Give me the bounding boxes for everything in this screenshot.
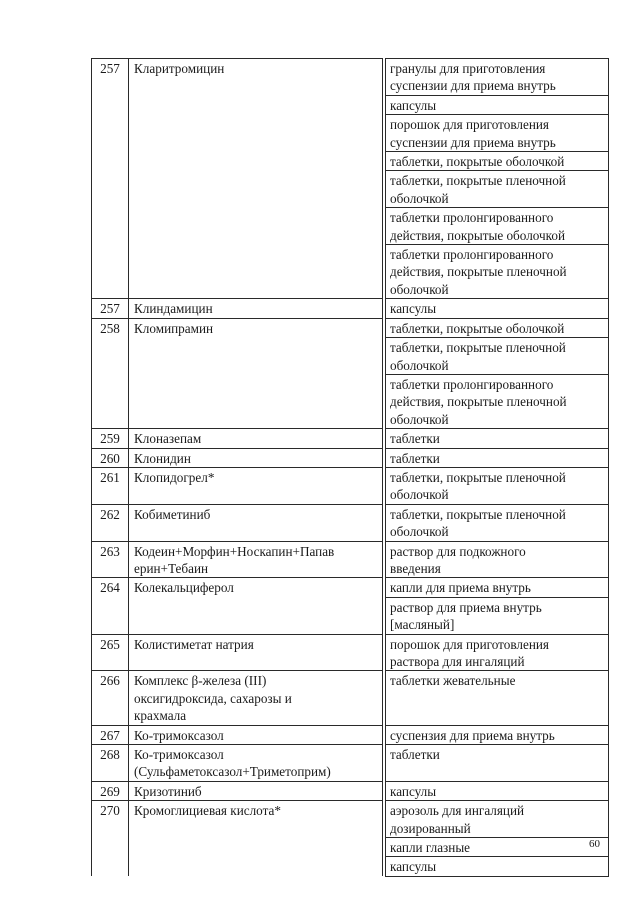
drug-name: Колекальциферол [129, 578, 383, 634]
table-row [92, 781, 609, 800]
row-number: 258 [92, 318, 129, 428]
drug-name: Колистиметат натрия [129, 634, 383, 671]
dosage-form: таблетки пролонгированного действия, покрытые пленочной оболочкой [390, 247, 567, 297]
row-number: 259 [92, 429, 129, 448]
table-row [92, 467, 609, 504]
table-row [92, 318, 609, 428]
table-body [92, 59, 609, 877]
dosage-form: таблетки, покрытые оболочкой [386, 319, 608, 338]
dosage-forms-cell [386, 781, 609, 800]
drug-name: Кодеин+Морфин+Носкапин+Папав ерин+Тебаин [129, 541, 383, 578]
drug-name: Кломипрамин [129, 318, 383, 428]
table-row [92, 578, 609, 634]
dosage-forms-cell [386, 504, 609, 541]
dosage-form: таблетки, покрытые пленочной оболочкой [390, 506, 566, 540]
dosage-form: гранулы для приготовления суспензии для приема внутрь [386, 59, 608, 96]
table-row [92, 59, 609, 299]
drug-name: Кромоглициевая кислота* [129, 801, 383, 877]
dosage-forms-cell [386, 671, 609, 725]
drug-name: Ко-тримоксазол (Сульфаметоксазол+Триметоприм) [129, 745, 383, 782]
dosage-forms-cell [386, 801, 609, 877]
table-row [92, 801, 609, 877]
table-row [92, 634, 609, 671]
dosage-form: таблетки [390, 747, 440, 763]
dosage-form: таблетки жевательные [390, 673, 516, 689]
page-number: 60 [589, 838, 600, 850]
dosage-form: таблетки, покрытые пленочной оболочкой [390, 469, 566, 503]
row-number: 257 [92, 59, 129, 299]
row-number: 268 [92, 745, 129, 782]
dosage-form: капсулы [390, 783, 437, 799]
drug-name: Кобиметиниб [129, 504, 383, 541]
drug-table [91, 58, 609, 877]
dosage-forms-cell [386, 59, 609, 299]
dosage-forms-cell [386, 725, 609, 744]
row-number: 265 [92, 634, 129, 671]
dosage-form: таблетки пролонгированного действия, покрытые пленочной оболочкой [390, 376, 567, 427]
table-row [92, 429, 609, 448]
dosage-form: раствор для приема внутрь [масляный] [390, 599, 542, 633]
row-number: 257 [92, 299, 129, 318]
table-row [92, 541, 609, 578]
dosage-forms-cell [386, 541, 609, 578]
row-number: 263 [92, 541, 129, 578]
dosage-form: таблетки, покрытые пленочной оболочкой [386, 171, 608, 208]
dosage-forms-cell [386, 299, 609, 318]
dosage-form: аэрозоль для ингаляций дозированный [386, 801, 608, 838]
dosage-form: таблетки [390, 431, 440, 447]
table-row [92, 448, 609, 467]
table-row [92, 504, 609, 541]
drug-name: Комплекс β-железа (III) оксигидроксида, сахарозы и крахмала [129, 671, 383, 725]
dosage-form: капли для приема внутрь [386, 578, 608, 597]
dosage-form: таблетки [390, 450, 440, 466]
dosage-form: таблетки, покрытые оболочкой [386, 152, 608, 171]
table-row [92, 671, 609, 725]
drug-name: Клиндамицин [129, 299, 383, 318]
row-number: 260 [92, 448, 129, 467]
dosage-form: таблетки, покрытые пленочной оболочкой [386, 338, 608, 375]
row-number: 264 [92, 578, 129, 634]
row-number: 267 [92, 725, 129, 744]
table-row [92, 725, 609, 744]
dosage-form: суспензия для приема внутрь [390, 727, 555, 743]
dosage-form: капсулы [390, 301, 437, 317]
drug-name: Кризотиниб [129, 781, 383, 800]
row-number: 262 [92, 504, 129, 541]
dosage-form: капсулы [386, 96, 608, 115]
dosage-forms-cell [386, 429, 609, 448]
table-row [92, 299, 609, 318]
dosage-forms-cell [386, 578, 609, 634]
drug-name: Ко-тримоксазол [129, 725, 383, 744]
dosage-forms-cell [386, 745, 609, 782]
dosage-form: раствор для подкожного введения [390, 543, 526, 576]
dosage-form: таблетки пролонгированного действия, покрытые оболочкой [386, 208, 608, 245]
table-row [92, 745, 609, 782]
row-number: 266 [92, 671, 129, 725]
dosage-form: капли глазные [386, 838, 608, 857]
drug-name: Клопидогрел* [129, 467, 383, 504]
row-number: 269 [92, 781, 129, 800]
row-number: 261 [92, 467, 129, 504]
dosage-form: капсулы [390, 859, 437, 875]
dosage-forms-cell [386, 634, 609, 671]
drug-name: Клонидин [129, 448, 383, 467]
dosage-forms-cell [386, 448, 609, 467]
drug-name: Кларитромицин [129, 59, 383, 299]
dosage-forms-cell [386, 318, 609, 428]
dosage-form: порошок для приготовления раствора для ингаляций [390, 636, 550, 669]
drug-name: Клоназепам [129, 429, 383, 448]
dosage-forms-cell [386, 467, 609, 504]
dosage-form: порошок для приготовления суспензии для приема внутрь [386, 115, 608, 152]
row-number: 270 [92, 801, 129, 877]
